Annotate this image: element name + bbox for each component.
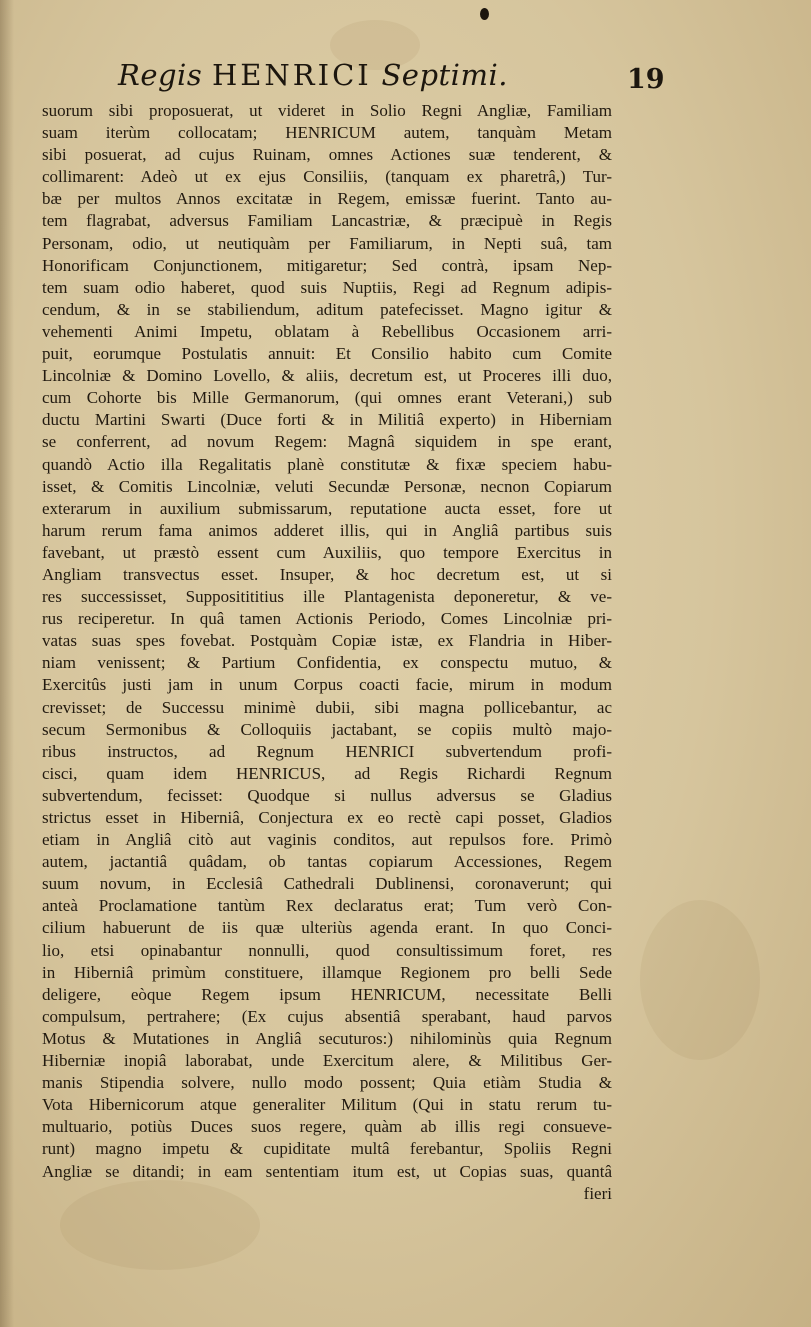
text-line: Hiberniæ inopiâ laborabat, unde Exercitum alere, & Militibus Ger-	[42, 1051, 612, 1071]
text-line: suorum sibi proposuerat, ut videret in Solio Regni Angliæ, Familiam	[42, 101, 612, 120]
text-line: se conferrent, ad novum Regem: Magnâ siquidem in spe erant,	[42, 432, 612, 452]
text-line: cendum, & in se stabiliendum, aditum patefecisset. Magno igitur &	[42, 299, 612, 319]
text-line: suam iterùm collocatam; HENRICUM autem, tanquàm Metam	[42, 123, 612, 143]
text-line: tem flagrabat, adversus Familiam Lancastriæ, & præcipuè in Regis	[42, 211, 612, 231]
text-line: cilium habuerunt de iis quæ ulteriùs agenda erant. In quo Conci-	[42, 918, 612, 938]
text-line: Lincolniæ & Domino Lovello, & aliis, decretum est, ut Proceres illi duo,	[42, 366, 612, 386]
text-line: Vota Hibernicorum atque generaliter Militum (Qui in statu rerum tu-	[42, 1095, 612, 1115]
text-line: Angliæ se ditandi; in eam sententiam itum est, ut Copias suas, quantâ	[42, 1161, 612, 1181]
body-text	[42, 100, 612, 1205]
text-line: strictus esset in Hiberniâ, Conjectura ex eo rectè capi posset, Gladios	[42, 808, 612, 827]
text-line: lio, etsi opinabantur nonnulli, quod consultissimum foret, res	[42, 940, 612, 960]
running-head-name: HENRICI	[211, 58, 372, 92]
text-line: autem, jactantiâ quâdam, ob tantas copiarum Accessiones, Regem	[42, 852, 612, 872]
text-line: favebant, ut præstò essent cum Auxiliis, quo tempore Exercitus in	[42, 542, 612, 562]
text-line: suum novum, in Ecclesiâ Cathedrali Dublinensi, coronaverunt; qui	[42, 874, 612, 894]
text-line: vehementi Animi Impetu, oblatam à Rebellibus Occasionem arri-	[42, 321, 612, 341]
text-line: fieri	[583, 1183, 612, 1203]
paper-stain	[640, 900, 760, 1060]
page-number: 19	[627, 64, 665, 95]
text-line: isset, & Comitis Lincolniæ, veluti Secundæ Personæ, necnon Copiarum	[42, 476, 612, 496]
text-line: ribus instructos, ad Regnum HENRICI subvertendum profi-	[42, 741, 612, 761]
text-line: in Hiberniâ primùm constituere, illamque Regionem pro belli Sede	[42, 962, 612, 982]
running-head-prefix: Regis	[118, 58, 203, 92]
text-line: runt) magno impetu & cupiditate multâ ferebantur, Spoliis Regni	[42, 1139, 612, 1159]
text-line: multuario, potiùs Duces suos regere, quàm ab illis regi consueve-	[42, 1117, 612, 1137]
text-line: cisci, quam idem HENRICUS, ad Regis Richardi Regnum	[42, 763, 612, 783]
text-line: tem suam odio haberet, quod suis Nuptiis, Regi ad Regnum adipis-	[42, 277, 612, 297]
text-line: Angliam transvectus esset. Insuper, & hoc decretum est, ut si	[42, 564, 612, 584]
text-line: rus reciperetur. In quâ tamen Actionis Periodo, Comes Lincolniæ pri-	[42, 609, 612, 629]
text-line: Honorificam Conjunctionem, mitigaretur; Sed contrà, ipsam Nep-	[42, 255, 612, 275]
text-line: harum rerum fama animos adderet illis, qui in Angliâ partibus suis	[42, 520, 612, 540]
text-line: bæ per multos Annos excitatæ in Regem, emissæ fuerint. Tanto au-	[42, 189, 612, 209]
text-line: ductu Martini Swarti (Duce forti & in Militiâ experto) in Hiberniam	[42, 410, 612, 430]
text-line: niam venissent; & Partium Confidentia, ex conspectu mutuo, &	[42, 653, 612, 673]
text-line: compulsum, pertrahere; (Ex cujus absentiâ sperabant, haud parvos	[42, 1006, 612, 1026]
text-line: crevisset; de Successu minimè dubii, sibi magna pollicebantur, ac	[42, 697, 612, 717]
text-line: subvertendum, fecisset: Quodque si nullus adversus se Gladius	[42, 785, 612, 805]
text-line: quandò Actio illa Regalitatis planè constitutæ & fixæ speciem habu-	[42, 454, 612, 474]
text-line: deligere, eòque Regem ipsum HENRICUM, necessitate Belli	[42, 984, 612, 1004]
text-line: vatas suas spes fovebat. Postquàm Copiæ istæ, ex Flandria in Hiber-	[42, 631, 612, 651]
text-line: etiam in Angliâ citò aut vaginis conditos, aut repulsos fore. Primò	[42, 830, 612, 850]
text-line: puit, eorumque Postulatis annuit: Et Consilio habito cum Comite	[42, 344, 612, 364]
text-line: res successisset, Suppositititius ille Plantagenista deponeretur, & ve-	[42, 587, 612, 607]
text-line: manis Stipendia solvere, nullo modo possent; Quia etiàm Studia &	[42, 1073, 612, 1093]
spine-shadow	[0, 0, 14, 1327]
text-line: anteà Proclamatione tantùm Rex declaratus erat; Tum verò Con-	[42, 896, 612, 916]
running-head	[118, 58, 508, 92]
text-line: Personam, odio, ut neutiquàm per Familiarum, in Nepti suâ, tam	[42, 233, 612, 253]
text-line: Exercitûs justi jam in unum Corpus coacti facie, mirum in modum	[42, 675, 612, 695]
text-line: collimarent: Adeò ut ex ejus Consiliis, (tanquam ex pharetrâ,) Tur-	[42, 167, 612, 187]
text-line: cum Cohorte bis Mille Germanorum, (qui omnes erant Veterani,) sub	[42, 388, 612, 408]
text-line: exterarum in auxilium submissarum, reputatione aucta esset, fore ut	[42, 498, 612, 518]
ink-dot	[480, 8, 489, 20]
running-head-suffix: Septimi.	[381, 58, 508, 92]
text-line: secum Sermonibus & Colloquiis jactabant, se copiis multò majo-	[42, 719, 612, 739]
text-line: sibi posuerat, ad cujus Ruinam, omnes Actiones suæ tenderent, &	[42, 145, 612, 165]
text-line: Motus & Mutationes in Angliâ secuturos:) nihilominùs quia Regnum	[42, 1028, 612, 1048]
